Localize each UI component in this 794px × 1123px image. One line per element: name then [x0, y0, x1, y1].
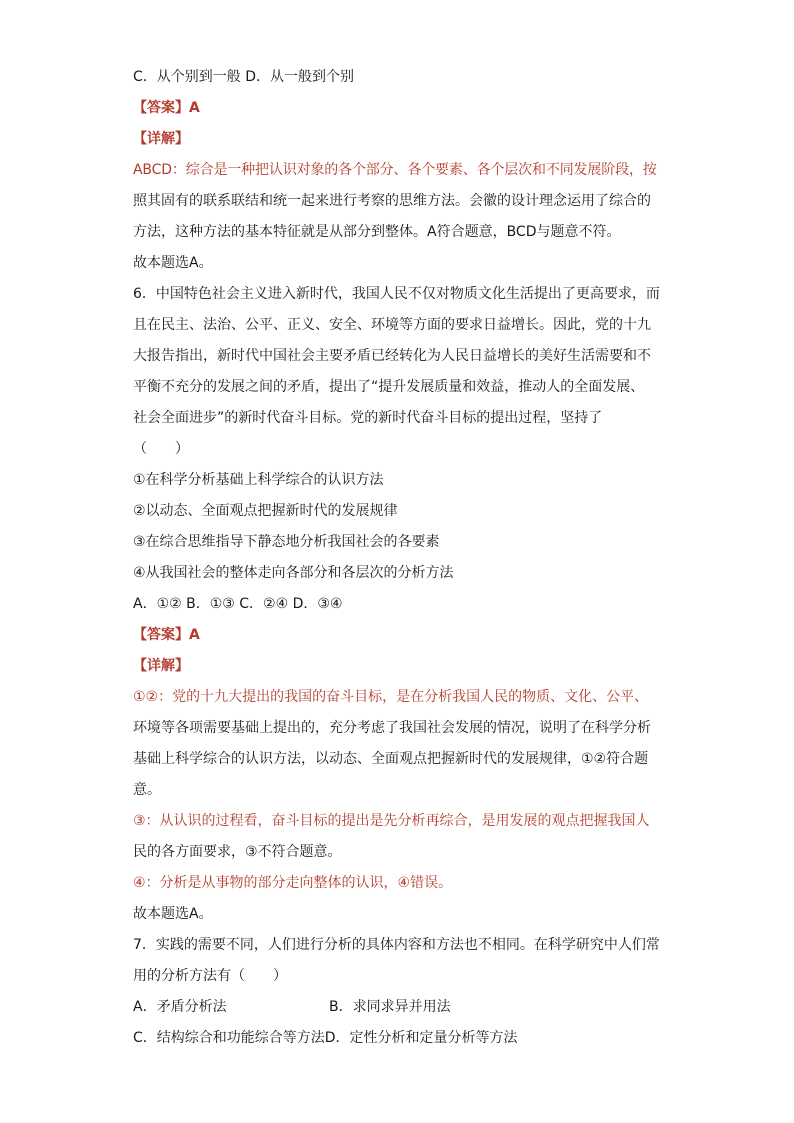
q7-option-c: C．结构综合和功能综合等方法	[133, 1030, 325, 1046]
q5-conclusion: 故本题选A。	[133, 255, 213, 271]
q6-stem-line: 且在民主、法治、公平、正义、安全、环境等方面的要求日益增长。因此，党的十九	[133, 317, 651, 333]
document-content	[133, 62, 673, 1054]
q6-stem-line: 大报告指出，新时代中国社会主要矛盾已经转化为人民日益增长的美好生活需要和不	[133, 348, 651, 364]
q6-detail-label: 【详解】	[133, 658, 189, 674]
q6-detail-line: ③：从认识的过程看，奋斗目标的提出是先分析再综合，是用发展的观点把握我国人	[133, 813, 650, 829]
q7-option-a: A．矛盾分析法	[133, 999, 227, 1015]
q6-detail-line: 意。	[133, 782, 161, 798]
q7-options-row-cd	[133, 1023, 673, 1054]
q5-detail-line: 方法，这种方法的基本特征就是从部分到整体。A符合题意，BCD与题意不符。	[133, 224, 621, 240]
q6-statement: ③在综合思维指导下静态地分析我国社会的各要素	[133, 534, 440, 550]
q6-detail-line: 基础上科学综合的认识方法，以动态、全面观点把握新时代的发展规律，①②符合题	[133, 751, 649, 767]
q6-detail-line: 民的各方面要求，③不符合题意。	[133, 844, 342, 860]
q7-stem-line: 7．实践的需要不同，人们进行分析的具体内容和方法也不相同。在科学研究中人们常	[133, 937, 660, 953]
q7-options-row-ab	[133, 992, 673, 1023]
q6-detail-line: ④：分析是从事物的部分走向整体的认识，④错误。	[133, 875, 453, 891]
q5-answer-label: 【答案】A	[133, 100, 200, 116]
q6-stem-line: 平衡不充分的发展之间的矛盾，提出了“提升发展质量和效益，推动人的全面发展、	[133, 379, 645, 395]
q7-option-b: B．求同求异并用法	[329, 999, 451, 1015]
q6-stem-line: 社会全面进步”的新时代奋斗目标。党的新时代奋斗目标的提出过程，坚持了	[133, 410, 603, 426]
q6-conclusion: 故本题选A。	[133, 906, 213, 922]
q7-stem-line: 用的分析方法有（ ）	[133, 968, 287, 984]
q6-detail-line: 环境等各项需要基础上提出的，充分考虑了我国社会发展的情况，说明了在科学分析	[133, 720, 651, 736]
q6-options: A．①② B．①③ C．②④ D．③④	[133, 596, 343, 612]
q5-detail-line: 照其固有的联系联结和统一起来进行考察的思维方法。会徽的设计理念运用了综合的	[133, 193, 651, 209]
q6-detail-line: ①②：党的十九大提出的我国的奋斗目标，是在分析我国人民的物质、文化、公平、	[133, 689, 649, 705]
q5-detail-line: ABCD：综合是一种把认识对象的各个部分、各个要素、各个层次和不同发展阶段，按	[133, 162, 657, 178]
q6-statement: ④从我国社会的整体走向各部分和各层次的分析方法	[133, 565, 454, 581]
q5-detail-label: 【详解】	[133, 131, 189, 147]
q6-answer-label: 【答案】A	[133, 627, 200, 643]
q6-statement: ①在科学分析基础上科学综合的认识方法	[133, 472, 384, 488]
q6-statement: ②以动态、全面观点把握新时代的发展规律	[133, 503, 398, 519]
q7-option-d: D．定性分析和定量分析等方法	[324, 1030, 518, 1046]
q6-answer-blank: （ ）	[133, 441, 189, 457]
q6-stem-line: 6．中国特色社会主义进入新时代，我国人民不仅对物质文化生活提出了更高要求，而	[133, 286, 660, 302]
q5-options-cd: C．从个别到一般 D．从一般到个别	[133, 69, 355, 85]
